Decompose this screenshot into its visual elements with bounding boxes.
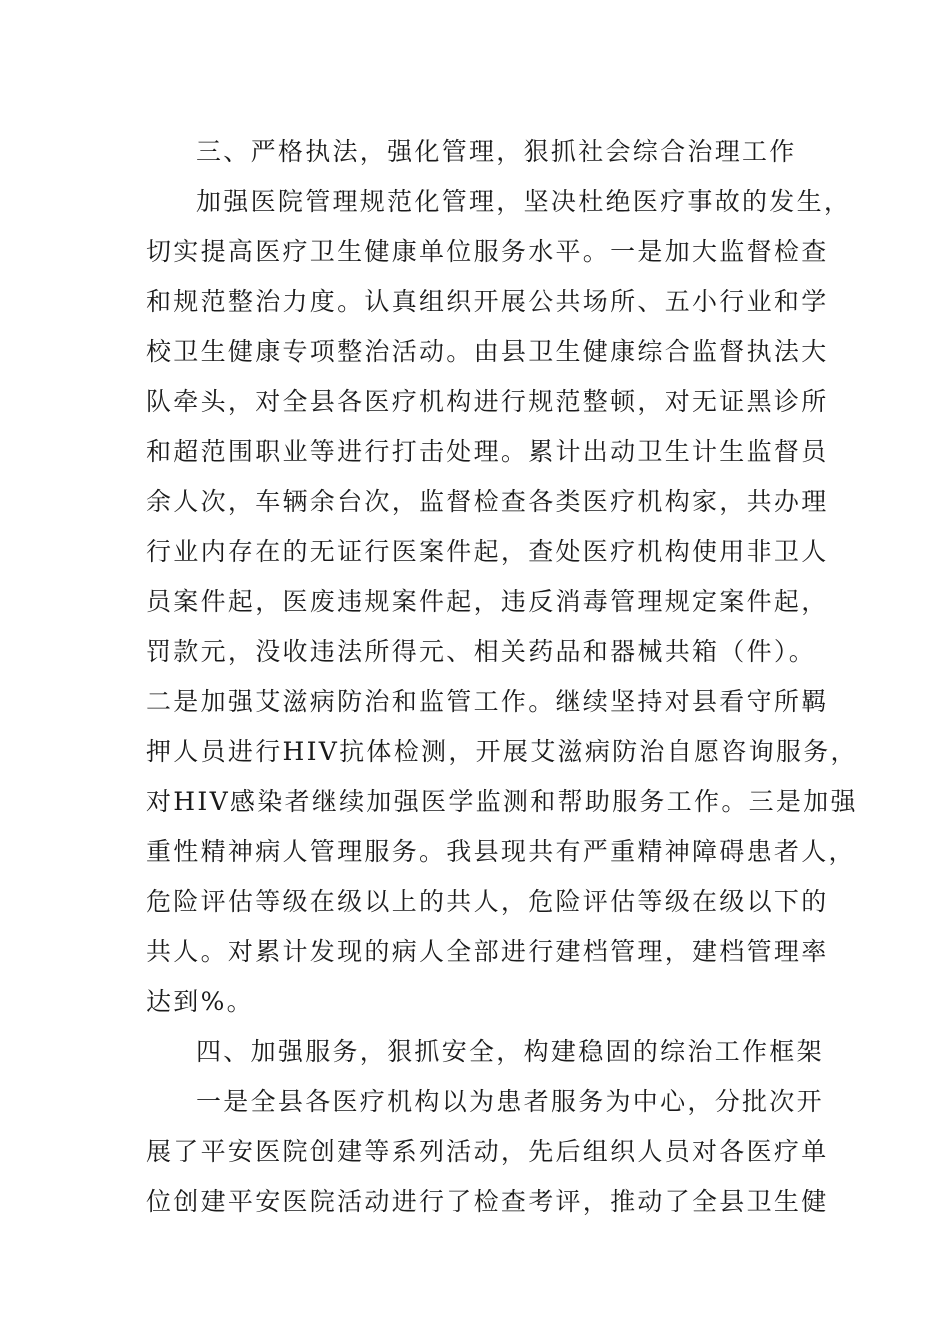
paragraph-line: 员案件起，医废违规案件起，违反消毒管理规定案件起， bbox=[146, 587, 829, 616]
paragraph-line: 行业内存在的无证行医案件起，查处医疗机构使用非卫人 bbox=[146, 537, 829, 566]
paragraph-line: 加强医院管理规范化管理，坚决杜绝医疗事故的发生， bbox=[196, 187, 852, 216]
paragraph-line: 对HIV感染者继续加强医学监测和帮助服务工作。三是加强 bbox=[146, 787, 858, 816]
paragraph-line: 队牵头，对全县各医疗机构进行规范整顿，对无证黑诊所 bbox=[146, 387, 829, 416]
paragraph-line: 校卫生健康专项整治活动。由县卫生健康综合监督执法大 bbox=[146, 337, 829, 366]
paragraph-line: 共人。对累计发现的病人全部进行建档管理，建档管理率 bbox=[146, 937, 829, 966]
paragraph-line: 和规范整治力度。认真组织开展公共场所、五小行业和学 bbox=[146, 287, 829, 316]
paragraph-line: 危险评估等级在级以上的共人，危险评估等级在级以下的 bbox=[146, 887, 829, 916]
paragraph-line: 余人次，车辆余台次，监督检查各类医疗机构家，共办理 bbox=[146, 487, 829, 516]
paragraph-line: 重性精神病人管理服务。我县现共有严重精神障碍患者人， bbox=[146, 837, 856, 866]
paragraph-line: 位创建平安医院活动进行了检查考评，推动了全县卫生健 bbox=[146, 1187, 829, 1216]
section-heading-3: 三、严格执法，强化管理，狠抓社会综合治理工作 bbox=[196, 137, 797, 166]
paragraph-line: 一是全县各医疗机构以为患者服务为中心，分批次开 bbox=[196, 1087, 824, 1116]
paragraph-line: 达到%。 bbox=[146, 987, 254, 1016]
paragraph-line: 二是加强艾滋病防治和监管工作。继续坚持对县看守所羁 bbox=[146, 687, 829, 716]
section-heading-4: 四、加强服务，狠抓安全，构建稳固的综治工作框架 bbox=[196, 1037, 824, 1066]
paragraph-line: 罚款元，没收违法所得元、相关药品和器械共箱（件）。 bbox=[146, 637, 817, 666]
paragraph-line: 切实提高医疗卫生健康单位服务水平。一是加大监督检查 bbox=[146, 237, 829, 266]
paragraph-line: 展了平安医院创建等系列活动，先后组织人员对各医疗单 bbox=[146, 1137, 829, 1166]
paragraph-line: 押人员进行HIV抗体检测，开展艾滋病防治自愿咨询服务， bbox=[146, 737, 858, 766]
paragraph-line: 和超范围职业等进行打击处理。累计出动卫生计生监督员 bbox=[146, 437, 829, 466]
